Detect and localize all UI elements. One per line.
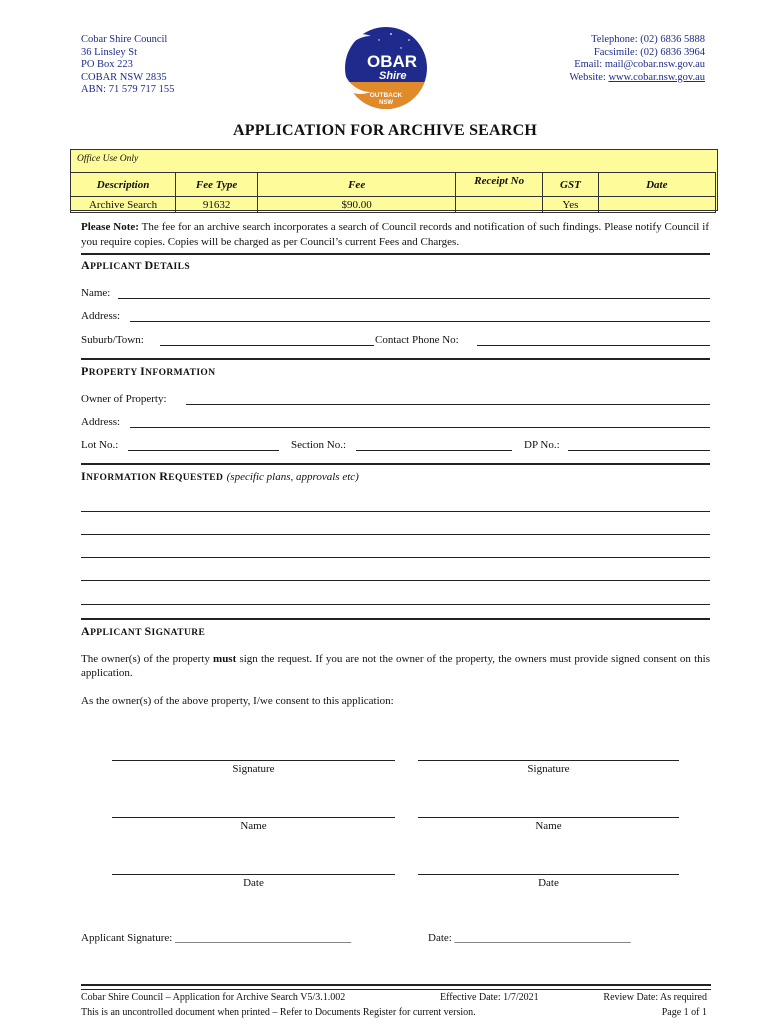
cell-fee-type: 91632 (176, 197, 258, 213)
logo-nsw: NSW (379, 100, 393, 106)
owner-label: Owner of Property: (81, 393, 167, 405)
info-line-4[interactable] (81, 580, 710, 581)
lot-field[interactable] (128, 450, 279, 451)
applicant-date-field[interactable]: Date: ________________________________ (428, 932, 631, 944)
fee-table-header (71, 173, 716, 197)
cobar-shire-logo (331, 26, 441, 110)
info-line-2[interactable] (81, 534, 710, 535)
section-divider (81, 463, 710, 465)
council-contacts (569, 34, 705, 84)
dp-label: DP No.: (524, 439, 560, 451)
info-line-3[interactable] (81, 557, 710, 558)
section-no-field[interactable] (356, 450, 512, 451)
website-label: Website: (569, 71, 609, 83)
cell-receipt-no[interactable] (456, 197, 543, 213)
applicant-details-heading: APPLICANT DETAILS (81, 258, 191, 272)
lot-label: Lot No.: (81, 439, 119, 451)
date-caption-2: Date (538, 877, 559, 889)
office-use-box (70, 149, 718, 211)
page-title: APPLICATION FOR ARCHIVE SEARCH (233, 122, 537, 139)
contact-phone-label: Contact Phone No: (375, 334, 459, 346)
date-caption-1: Date (243, 877, 264, 889)
info-line-1[interactable] (81, 511, 710, 512)
footer-doc-title: Cobar Shire Council – Application for Archive Search V5/3.1.002 (81, 992, 346, 1003)
fee-table-row (71, 197, 716, 213)
col-fee-type: Fee Type (176, 173, 258, 197)
owner-field[interactable] (186, 404, 710, 405)
information-hint: (specific plans, approvals etc) (226, 471, 359, 483)
suburb-field[interactable] (160, 345, 374, 346)
section-divider (81, 618, 710, 620)
name-caption-2: Name (535, 820, 562, 832)
name-field[interactable] (118, 298, 710, 299)
dp-field[interactable] (568, 450, 710, 451)
col-fee: Fee (258, 173, 456, 197)
section-divider (81, 358, 710, 360)
council-address (81, 34, 174, 97)
owner-sign-instructions: The owner(s) of the property must sign the request. If you are not the owner of the property, the owners must provide signed consent on this application. (81, 653, 710, 679)
po-box: PO Box 223 (81, 59, 133, 70)
logo-outback: OUTBACK (369, 92, 403, 99)
logo-shire: Shire (379, 70, 407, 82)
col-receipt-no: Receipt No (456, 173, 543, 197)
footer-effective-date: Effective Date: 1/7/2021 (440, 992, 539, 1003)
cell-gst: Yes (543, 197, 598, 213)
applicant-signature-field[interactable]: Applicant Signature: ________________________________ (81, 932, 352, 944)
applicant-signature-heading: APPLICANT SIGNATURE (81, 624, 206, 638)
office-use-label: Office Use Only (77, 154, 139, 164)
suburb-label: Suburb/Town: (81, 334, 144, 346)
name-line-2[interactable] (418, 817, 679, 818)
information-requested-heading: INFORMATION REQUESTED (specific plans, approvals etc) (81, 469, 359, 483)
note-text: The fee for an archive search incorporates a search of Council records and notification of such findings. Please notify Council if you require copies. Copies will be charged as per Council’s current Fees and Charges. (81, 221, 709, 248)
info-line-5[interactable] (81, 604, 710, 605)
cell-description: Archive Search (71, 197, 176, 213)
footer-uncontrolled-notice: This is an uncontrolled document when printed – Refer to Documents Register for current version. (81, 1007, 476, 1018)
consent-statement: As the owner(s) of the above property, I/we consent to this application: (81, 695, 394, 707)
date-line-2[interactable] (418, 874, 679, 875)
council-name: Cobar Shire Council (81, 34, 168, 45)
footer-review-date: Review Date: As required (603, 992, 707, 1003)
note-label: Please Note: (81, 221, 139, 233)
contact-phone-field[interactable] (477, 345, 710, 346)
col-description: Description (71, 173, 176, 197)
signature-line-1[interactable] (112, 760, 395, 761)
date-line-1[interactable] (112, 874, 395, 875)
footer-page-number: Page 1 of 1 (661, 1007, 707, 1018)
street-address: 36 Linsley St (81, 46, 138, 58)
name-caption-1: Name (240, 820, 267, 832)
fee-note (81, 220, 709, 249)
signature-line-2[interactable] (418, 760, 679, 761)
website-link[interactable]: www.cobar.nsw.gov.au (608, 71, 705, 83)
cell-fee: $90.00 (258, 197, 456, 213)
telephone: Telephone: (02) 6836 5888 (591, 34, 705, 45)
town-postcode: COBAR NSW 2835 (81, 71, 167, 83)
address-label: Address: (81, 310, 121, 322)
col-gst: GST (543, 173, 598, 197)
col-date: Date (598, 173, 715, 197)
property-address-label: Address: (81, 416, 121, 428)
abn: ABN: 71 579 717 155 (81, 84, 175, 95)
email: Email: mail@cobar.nsw.gov.au (574, 59, 705, 70)
signature-caption-1: Signature (232, 763, 275, 775)
cell-date[interactable] (598, 197, 715, 213)
logo-wordmark: OBAR (367, 52, 418, 71)
section-no-label: Section No.: (291, 439, 346, 451)
property-address-field[interactable] (130, 427, 710, 428)
facsimile: Facsimile: (02) 6836 3964 (593, 46, 705, 58)
address-field[interactable] (130, 321, 710, 322)
footer-divider (81, 984, 711, 990)
signature-caption-2: Signature (527, 763, 570, 775)
section-divider (81, 253, 710, 255)
name-label: Name: (81, 287, 111, 299)
name-line-1[interactable] (112, 817, 395, 818)
fee-table (70, 172, 716, 213)
property-information-heading: PROPERTY INFORMATION (81, 364, 216, 378)
